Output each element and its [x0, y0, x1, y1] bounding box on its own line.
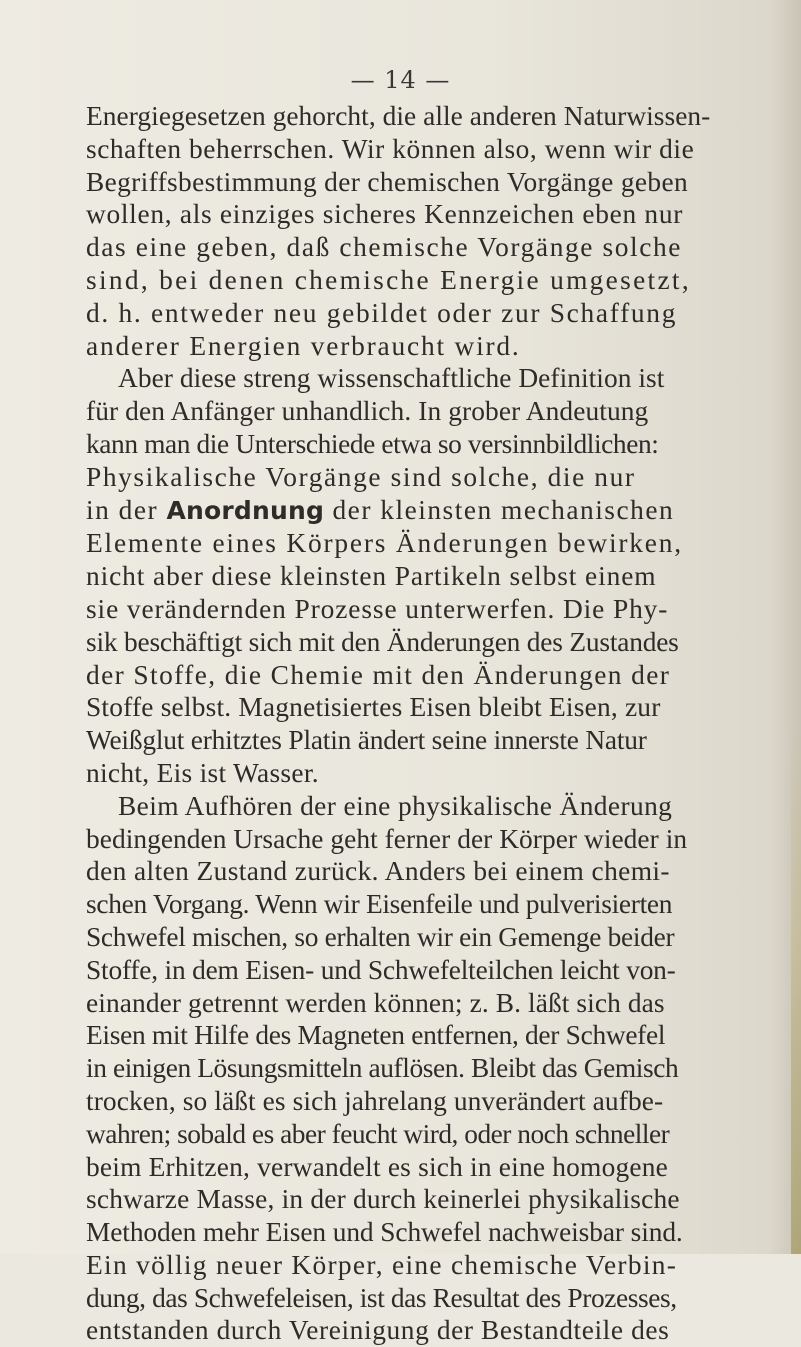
text-line: nicht, Eis ist Wasser.	[86, 757, 319, 788]
text-line: Weißglut erhitztes Platin ändert seine innerste Natur	[86, 725, 647, 756]
text-line: Ein völlig neuer Körper, eine chemische Verbin-	[86, 1249, 678, 1280]
body-text	[86, 100, 742, 1347]
text-line: den alten Zustand zurück. Anders bei einem chemi-	[86, 856, 670, 887]
text-line-with-emphasis	[86, 494, 742, 528]
text-line: in einigen Lösungsmitteln auflösen. Bleibt das Gemisch	[86, 1053, 679, 1084]
paragraph-start-line: Beim Aufhören der eine physikalische Änderung	[118, 790, 673, 821]
text-line: beim Erhitzen, verwandelt es sich in eine homogene	[86, 1151, 668, 1182]
text-line: sik beschäftigt sich mit den Änderungen des Zustandes	[86, 626, 679, 657]
emphasized-word: Anordnung	[166, 495, 325, 525]
text-line: bedingenden Ursache geht ferner der Körper wieder in	[86, 823, 688, 854]
text-line: nicht aber diese kleinsten Partikeln selbst einem	[86, 561, 657, 592]
text-line: der Stoffe, die Chemie mit den Änderungen der	[86, 659, 671, 690]
page-edge-stain	[791, 720, 801, 1254]
text-line: entstanden durch Vereinigung der Bestandteile des	[86, 1315, 670, 1346]
text-line: Schwefel mischen, so erhalten wir ein Gemenge beider	[86, 921, 675, 952]
text-line: sie verändernden Prozesse unterwerfen. Die Phy-	[86, 593, 669, 624]
text-segment: in der	[86, 494, 167, 525]
text-line: Stoffe selbst. Magnetisiertes Eisen bleibt Eisen, zur	[86, 692, 661, 723]
text-line: wollen, als einziges sicheres Kennzeichen eben nur	[86, 199, 684, 230]
text-line: dung, das Schwefeleisen, ist das Resultat des Prozesses,	[86, 1282, 677, 1313]
text-line: Methoden mehr Eisen und Schwefel nachweisbar sind.	[86, 1217, 683, 1248]
text-line: d. h. entweder neu gebildet oder zur Schaffung	[86, 297, 678, 328]
text-line: schen Vorgang. Wenn wir Eisenfeile und pulverisierten	[86, 889, 673, 920]
text-line: schwarze Masse, in der durch keinerlei physikalische	[86, 1184, 680, 1215]
text-line: einander getrennt werden können; z. B. läßt sich das	[86, 987, 665, 1018]
text-line: wahren; sobald es aber feucht wird, oder noch schneller	[86, 1118, 670, 1149]
text-line: kann man die Unterschiede etwa so versinnbildlichen:	[86, 428, 659, 459]
text-line: Eisen mit Hilfe des Magneten entfernen, der Schwefel	[86, 1020, 666, 1051]
text-line: Energiegesetzen gehorcht, die alle anderen Naturwissen-	[86, 101, 711, 131]
text-line: schaften beherrschen. Wir können also, wenn wir die	[86, 133, 695, 164]
text-line: für den Anfänger unhandlich. In grober Andeutung	[86, 396, 649, 427]
text-line: das eine geben, daß chemische Vorgänge solche	[86, 232, 683, 263]
text-line: Begriffsbestimmung der chemischen Vorgänge geben	[86, 166, 689, 197]
text-line: Physikalische Vorgänge sind solche, die nur	[86, 461, 636, 492]
text-line: Elemente eines Körpers Änderungen bewirken,	[86, 528, 683, 559]
text-line: Stoffe, in dem Eisen- und Schwefelteilchen leicht von-	[86, 954, 676, 985]
text-line: anderer Energien verbraucht wird.	[86, 330, 521, 361]
paragraph-start-line: Aber diese streng wissenschaftliche Definition ist	[118, 363, 665, 394]
text-segment: der kleinsten mechanischen	[324, 494, 675, 525]
text-line: sind, bei denen chemische Energie umgesetzt,	[86, 264, 691, 295]
text-line: trocken, so läßt es sich jahrelang unverändert aufbe-	[86, 1085, 664, 1116]
page-number: — 14 —	[350, 66, 451, 94]
